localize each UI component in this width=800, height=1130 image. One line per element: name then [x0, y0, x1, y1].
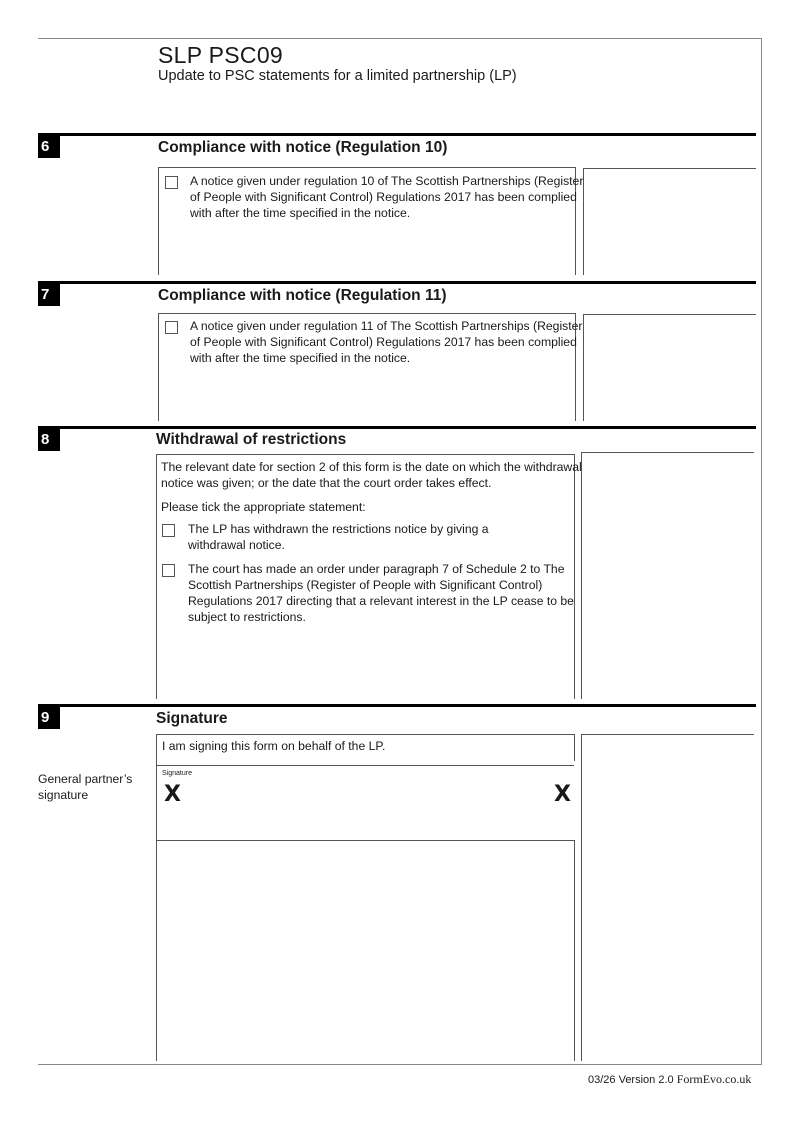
- section7-checkbox[interactable]: [165, 321, 178, 334]
- section8-instruction: Please tick the appropriate statement:: [161, 500, 366, 514]
- section7-side-top: [583, 314, 756, 315]
- section6-box-left: [158, 167, 159, 275]
- section9-side-left: [581, 734, 582, 1061]
- section8-side-left: [581, 452, 582, 699]
- section9-number: 9: [38, 707, 60, 729]
- section9-statement-right: [574, 734, 575, 761]
- section6-number: 6: [38, 136, 60, 158]
- signature-side-label-line2: signature: [38, 788, 89, 802]
- section8-option2-line3: Regulations 2017 directing that a relevant interest in the LP cease to be: [188, 594, 574, 608]
- section8-intro-line2: notice was given; or the date that the court order takes effect.: [161, 476, 492, 490]
- signature-field[interactable]: [158, 781, 572, 837]
- section9-statement: I am signing this form on behalf of the LP.: [162, 739, 386, 753]
- section6-checkbox[interactable]: [165, 176, 178, 189]
- signature-start-x-icon: X: [164, 782, 181, 807]
- section9-side-top: [581, 734, 754, 735]
- section6-box-top: [158, 167, 575, 168]
- footer-text: 03/26 Version 2.0: [588, 1074, 674, 1086]
- section8-box-left: [156, 454, 157, 699]
- section6-title: Compliance with notice (Regulation 10): [158, 139, 448, 156]
- section8-box-top: [156, 454, 574, 455]
- section8-side-top: [581, 452, 754, 453]
- section8-number: 8: [38, 429, 60, 451]
- section8-option2-checkbox[interactable]: [162, 564, 175, 577]
- form-code: SLP PSC09: [158, 42, 284, 68]
- signature-lower-box-right: [574, 840, 575, 1061]
- footer-brand: FormEvo.co.uk: [676, 1072, 752, 1086]
- form-subtitle: Update to PSC statements for a limited partnership (LP): [158, 68, 517, 84]
- section7-side-left: [583, 314, 584, 421]
- section8-option2-line1: The court has made an order under paragraph 7 of Schedule 2 to The: [188, 562, 565, 576]
- section8-title: Withdrawal of restrictions: [156, 431, 347, 448]
- signature-side-label-line1: General partner’s: [38, 772, 133, 786]
- section8-option1-line2: withdrawal notice.: [188, 538, 285, 552]
- bottom-border: [38, 1064, 762, 1065]
- section9-title: Signature: [156, 710, 228, 727]
- section7-statement-line3: with after the time specified in the notice.: [190, 351, 411, 365]
- signature-box-top: [156, 765, 574, 766]
- footer-version: [588, 1072, 751, 1087]
- section7-box-left: [158, 313, 159, 421]
- section9-rule: [38, 704, 756, 707]
- section8-box-right: [574, 454, 575, 699]
- signature-end-x-icon: X: [554, 782, 571, 807]
- section7-title: Compliance with notice (Regulation 11): [158, 287, 447, 304]
- section9-left-line: [156, 734, 157, 1061]
- section6-statement-line1: A notice given under regulation 10 of The Scottish Partnerships (Register: [190, 174, 584, 188]
- section9-statement-top: [156, 734, 574, 735]
- section6-statement-line3: with after the time specified in the notice.: [190, 206, 411, 220]
- section8-option1-line1: The LP has withdrawn the restrictions notice by giving a: [188, 522, 489, 536]
- section7-statement-line2: of People with Significant Control) Regulations 2017 has been complied: [190, 335, 577, 349]
- section6-rule: [38, 133, 756, 136]
- top-border: [38, 38, 762, 39]
- section6-side-top: [583, 168, 756, 169]
- right-border: [761, 38, 762, 1065]
- section8-option1-checkbox[interactable]: [162, 524, 175, 537]
- section7-rule: [38, 281, 756, 284]
- section8-rule: [38, 426, 756, 429]
- section8-option2-line2: Scottish Partnerships (Register of People with Significant Control): [188, 578, 543, 592]
- section8-option2-line4: subject to restrictions.: [188, 610, 306, 624]
- section7-number: 7: [38, 284, 60, 306]
- section6-statement-line2: of People with Significant Control) Regulations 2017 has been complied: [190, 190, 577, 204]
- section7-statement-line1: A notice given under regulation 11 of The Scottish Partnerships (Register: [190, 319, 583, 333]
- signature-caption: Signature: [162, 770, 192, 777]
- section8-intro-line1: The relevant date for section 2 of this form is the date on which the withdrawal: [161, 460, 582, 474]
- section7-box-top: [158, 313, 575, 314]
- signature-box-bottom: [156, 840, 574, 841]
